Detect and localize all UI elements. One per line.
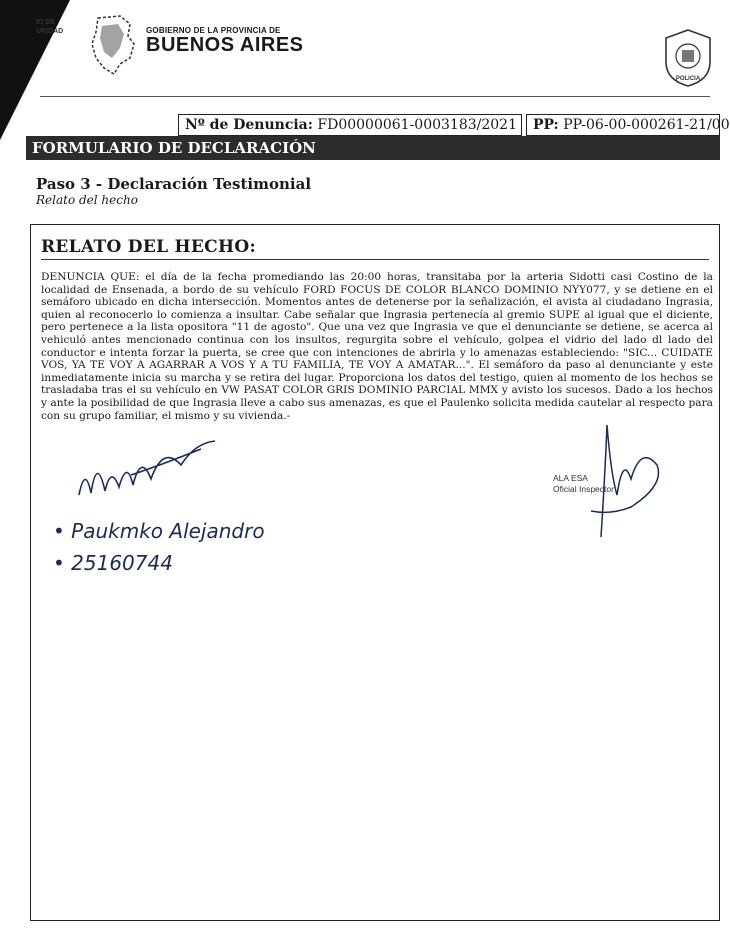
pp-label: PP: — [533, 117, 559, 133]
step-subtitle: Relato del hecho — [36, 193, 138, 207]
denuncia-label: Nº de Denuncia: — [185, 117, 313, 133]
stamp-rank: Oficial Inspector — [553, 484, 614, 494]
government-logo — [146, 26, 304, 55]
declarant-name: • Paukmko Alejandro — [53, 519, 265, 543]
government-title: BUENOS AIRES — [146, 34, 304, 56]
ministry-logo-line: URIDAD — [36, 28, 64, 35]
province-map-icon — [90, 14, 136, 76]
government-subtitle: GOBIERNO DE LA PROVINCIA DE — [146, 26, 281, 35]
relato-divider — [41, 259, 709, 260]
ministry-logo — [36, 18, 63, 36]
denuncia-value: FD00000061-0003183/2021 — [317, 117, 517, 133]
declarant-id-number: • 25160744 — [53, 551, 173, 575]
officer-stamp — [553, 473, 614, 495]
pp-number-box — [526, 114, 730, 136]
form-title-bar: FORMULARIO DE DECLARACIÓN — [26, 136, 720, 160]
stamp-name: ALA ESA — [553, 473, 588, 483]
relato-section — [30, 224, 720, 921]
header-divider — [40, 96, 710, 97]
ministry-logo-line: IO DE — [36, 19, 56, 26]
badge-label: POLICIA — [675, 76, 701, 82]
pp-value: PP-06-00-000261-21/00 — [563, 117, 730, 133]
relato-title: RELATO DEL HECHO: — [41, 237, 257, 257]
relato-text: DENUNCIA QUE: el día de la fecha promediando las 20:00 horas, transitaba por la arteria Sidotti casi Costino de la localidad de Ensenada, a bordo de su vehículo FORD FOCUS DE COLOR BLANCO DOMINIO NYY077, y se detiene en el semáforo ubicado en dicha intersección. Momentos antes de detenerse por la señalización, el avista al ciudadano Ingrasia, quien al reconocerlo lo comienza a insultar. Cabe señalar que Ingrasia pertenecía al gremio SUPE al igual que el diciente, pero pertenece a la lista opositora "11 de agosto". Que una vez que Ingrasia ve que el denunciante se detiene, se acerca al vehiculó antes mencionado continua con los insultos, regurgita sobre el vehículo, golpea el vidrio del lado dl lado del conductor e intenta forzar la puerta, se cree que con intenciones de abrirla y lo amenazas estableciendo: "SIC... CUIDATE VOS, YA TE VOY A AGARRAR A VOS Y A TU FAMILIA, TE VOY A AMATAR...". El semáforo da paso al denunciante y este inmediatamente inicia su marcha y se retira del lugar. Proporciona los datos del testigo, quien al momento de los hechos se trasladaba tras el su vehículo en VW PASAT COLOR GRIS DOMINIO PARCIAL MMX y avisto los sucesos. Dado a los hechos y ante la posibilidad de que Ingrasia lleve a cabo sus amenazas, es que el Paulenko solicita medida cautelar al respecto para con su grupo familiar, el mismo y su vivienda.- — [41, 271, 713, 422]
declarant-signature — [71, 435, 221, 505]
denuncia-number-box — [178, 114, 522, 136]
step-title: Paso 3 - Declaración Testimonial — [36, 175, 312, 193]
police-badge-icon — [662, 28, 714, 88]
